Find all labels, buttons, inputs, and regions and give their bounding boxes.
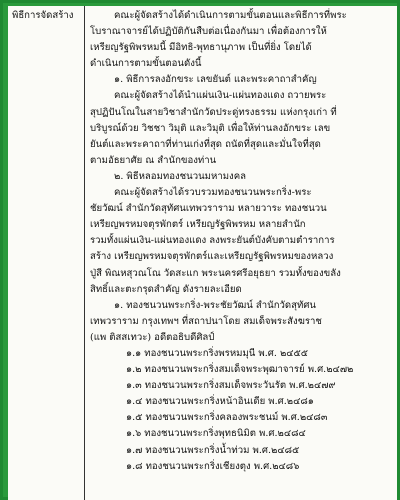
part1-line: คณะผู้จัดสร้างได้นำแผ่นเงิน-แผ่นทองแดง ถวายพระ bbox=[114, 90, 327, 102]
subitem-line: ๑.๕ ทองชนวนพระกริ่งคลองพระชนม์ พ.ศ.๒๔๘๓ bbox=[126, 412, 328, 424]
section-label: พิธีการจัดสร้าง bbox=[12, 10, 74, 21]
part1-line: ยันต์และพระคาถาที่ท่านเก่งที่สุด ถนัดที่สุดและมั่นใจที่สุด bbox=[90, 138, 321, 150]
subitem-line: ๑.๖ ทองชนวนพระกริ่งพุทธนิมิต พ.ศ.๒๔๘๔ bbox=[126, 428, 306, 440]
part2-heading: ๒. พิธีหลอมทองชนวนมหามงคล bbox=[114, 170, 247, 182]
content-column bbox=[85, 6, 397, 500]
part2-line: คณะผู้จัดสร้างได้รวบรวมทองชนวนพระกริ่ง-พระ bbox=[114, 187, 312, 199]
part2-line: ปู่สี พิณหสุวณโณ วัดสะแก พระนครศรีอยุธยา รวมทั้งของขลัง bbox=[90, 267, 341, 279]
part2-line: สิทธิ์และตะกรุดสำคัญ ดังรายละเอียด bbox=[90, 283, 242, 295]
part2-line: สร้าง เหรียญพรหมจตุรพักตร์และเหรียญรัฐพิพรหมของหลวง bbox=[90, 251, 334, 263]
part1-line: ตามอัธยาศัย ณ สำนักของท่าน bbox=[90, 154, 217, 166]
subitem-line: ๑.๗ ทองชนวนพระกริ่งน้ำท่วม พ.ศ.๒๔๘๕ bbox=[126, 444, 300, 456]
label-column bbox=[8, 6, 85, 500]
part2-line: ชัยวัฒน์ สำนักวัดสุทัศนเทพวราราม หลายวาระ ทองชนวน bbox=[90, 203, 327, 215]
document-page bbox=[8, 6, 397, 500]
subitem-line: ๑.๘ ทองชนวนพระกริ่งเชียงตุง พ.ศ.๒๔๘๖ bbox=[126, 460, 300, 472]
intro-line: เหรียญรัฐพิพรหมนี้ มีอิทธิ-พุทธานุภาพ เป็นที่ยิ่ง โดยได้ bbox=[90, 42, 312, 54]
part1-line: สุปฏิปันโณในสายวิชาสำนักวัดประดู่ทรงธรรม แห่งกรุงเก่า ที่ bbox=[90, 106, 337, 118]
item1-line: ๑. ทองชนวนพระกริ่ง-พระชัยวัฒน์ สำนักวัดสุทัศน bbox=[114, 299, 316, 311]
subitem-line: ๑.๑ ทองชนวนพระกริ่งพรหมมุนี พ.ศ. ๒๔๕๕ bbox=[126, 347, 309, 359]
intro-line: ดำเนินการตามขั้นตอนดังนี้ bbox=[90, 58, 202, 70]
part2-line: รวมทั้งแผ่นเงิน-แผ่นทองแดง ลงพระยันต์บังคับตามตำราการ bbox=[90, 235, 335, 247]
subitem-line: ๑.๔ ทองชนวนพระกริ่งหน้าอินเดีย พ.ศ.๒๔๘๑ bbox=[126, 396, 314, 408]
part1-heading: ๑. พิธีการลงอักขระ เลขยันต์ และพระคาถาสำคัญ bbox=[114, 74, 317, 86]
subitem-line: ๑.๒ ทองชนวนพระกริ่งสมเด็จพระพุฒาจารย์ พ.ศ.๒๔๗๒ bbox=[126, 364, 354, 376]
item1-line: (แพ ติสสเทวะ) อดีตอธิบดีศิลป์ bbox=[90, 331, 215, 343]
item1-line: เทพวราราม กรุงเทพฯ ที่สถาปนาโดย สมเด็จพระสังฆราช bbox=[90, 315, 322, 327]
intro-line: โบราณาจารย์ได้ปฏิบัติกันสืบต่อเนื่องกันมา เพื่อต้องการให้ bbox=[90, 26, 327, 38]
subitem-line: ๑.๓ ทองชนวนพระกริ่งสมเด็จพระวันรัต พ.ศ.๒๔๗๙ bbox=[126, 380, 336, 392]
part2-line: เหรียญพรหมจตุรพักตร์ เหรียญรัฐพิพรหม หลายสำนัก bbox=[90, 219, 306, 231]
intro-line: คณะผู้จัดสร้างได้ดำเนินการตามขั้นตอนและพิธีการที่พระ bbox=[114, 10, 347, 21]
part1-line: บริบูรณ์ด้วย วิชชา วิมุติ และวิมุติ เพื่อให้ท่านลงอักขระ เลข bbox=[90, 122, 331, 134]
